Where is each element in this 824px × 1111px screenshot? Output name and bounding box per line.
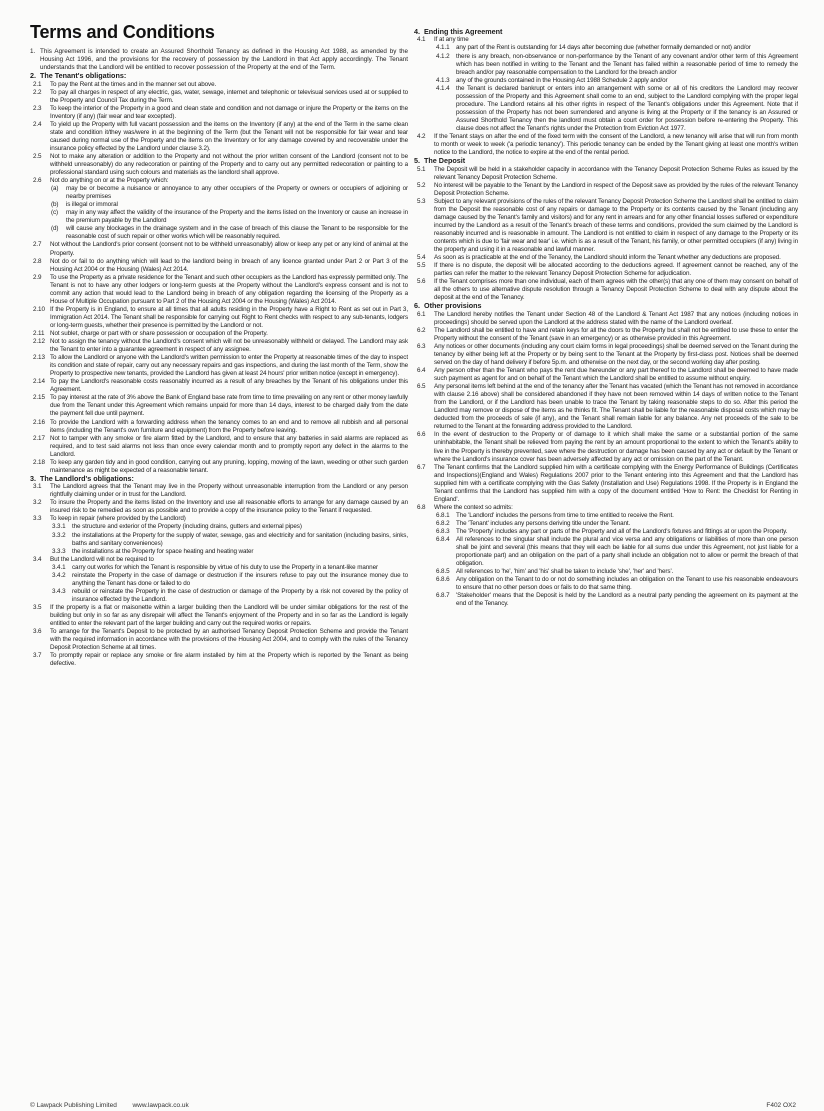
publisher-name: © Lawpack Publishing Limited: [30, 1102, 117, 1109]
sub-clause-text: may be or become a nuisance or annoyance to any other occupiers of the Property or owners or occupiers of adjoining or nearby premises: [66, 185, 408, 201]
sub-clause-number: 4.1.2: [436, 52, 450, 60]
clause-number: 3.3: [33, 515, 42, 523]
clause-text: If there is no dispute, the deposit will be allocated according to the deductions agreed. If agreement cannot be reached, any of the parties can refer the matter to the relevant Tenancy Deposit Protection Scheme for adjudication.: [434, 262, 798, 278]
clause-number: 6.3: [417, 342, 426, 350]
clause-number: 2.13: [33, 354, 45, 362]
sub-clause-text: rebuild or reinstate the Property in the case of destruction or damage of the Property by a risk not covered by the policy of insurance effected by the Landlord.: [72, 587, 408, 603]
clause-text: Any personal items left behind at the end of the tenancy after the Tenant has vacated (which the Tenant has not removed in accordance with clause 2.16 above) shall be considered abandoned if they have not been removed within 14 days of written notice to the Tenant from the Landlord, or if the Landlord has been unable to trace the Tenant by taking reasonable steps to do so. After this period the Landlord may remove or dispose of the items as he thinks fit. The Tenant shall be liable for the reasonable disposal costs which may be deducted from the proceeds of sale (if any), and the Tenant shall remain liable for any balance. Any net proceeds of the sale to be returned to the Tenant at the forwarding address provided to the Landlord.: [434, 383, 798, 431]
clause-item: [30, 394, 408, 418]
sub-clause: [414, 568, 798, 576]
sub-clause: [414, 592, 798, 608]
clause-item: [30, 604, 408, 628]
clause-text: To keep the interior of the Property in a good and clean state and condition and not damage or injure the Property or the items on the Inventory (if any) (fair wear and tear excepted).: [50, 104, 408, 120]
section-title: Ending this Agreement: [424, 27, 503, 36]
section-title: Other provisions: [424, 301, 482, 311]
clause-text: To yield up the Property with full vacant possession and the items on the Inventory (if any) at the end of the Term in the same clean state and condition it/they was/were in at the beginning of the Term (but the Tenant will not be responsible for fair wear and tear caused during normal use of the Property and the items on the Inventory or for any damage covered by and recoverable under the insurance policy effected by the Landlord under clause 3.2).: [50, 120, 408, 152]
clause-number: 2.5: [33, 152, 42, 160]
clause-item: [30, 354, 408, 378]
section-heading: [414, 302, 798, 310]
sub-clause-number: 6.8.5: [436, 568, 450, 576]
clause-item: [30, 459, 408, 475]
clause-text: To promptly repair or replace any smoke or fire alarm installed by him at the Property which is reported by the Tenant as being defective.: [50, 652, 408, 668]
clause-text: Any person other than the Tenant who pays the rent due hereunder or any part thereof to the Landlord shall be deemed to have made such payment as agent for and on behalf of the Tenant which the Landlord shall be entitled to assume without enquiry.: [434, 367, 798, 383]
sub-clause: [30, 564, 408, 572]
clause-text: The Tenant confirms that the Landlord supplied him with a certificate complying with the Energy Performance of Buildings (Certificates and Inspections)(England and Wales) Regulations 2007 prior to the Tenant entering into this Agreement and that the Landlord has supplied him with a certificate complying with the Gas Safety (Installation and Use) Regulations 1998. If the Property is in England the Tenant confirms that the Landlord has supplied him with a copy of the document entitled 'How to Rent: the Checklist for Renting in England'.: [434, 463, 798, 503]
section-number: 2.: [30, 71, 36, 81]
clause-text: The Landlord agrees that the Tenant may live in the Property without unreasonable interruption from the Landlord or any person rightfully claiming under or in trust for the Landlord.: [50, 483, 408, 499]
sub-clause-text: reinstate the Property in the case of damage or destruction if the insurers refuse to pay out the insurance money due to anything the Tenant has done or failed to do: [72, 571, 408, 587]
clause-text: Not do anything on or at the Property which:: [50, 177, 169, 185]
sub-clause-number: 3.3.3: [52, 547, 66, 555]
clause-text: To allow the Landlord or anyone with the Landlord's written permission to enter the Property at reasonable times of the day to inspect its condition and state of repair, carry out any necessary repairs and gas inspections, and during the last month of the Term, show the Property to prospective new tenants, provided the Landlord has given at least 24 hours' prior written notice (except in emergency).: [50, 354, 408, 378]
clause-number: 5.4: [417, 254, 426, 262]
sub-clause: [414, 53, 798, 77]
sub-clause-text: the structure and exterior of the Property (including drains, gutters and external pipes): [72, 523, 302, 531]
clause-item: [30, 153, 408, 177]
clause-number: 5.6: [417, 278, 426, 286]
clause-item: [414, 198, 798, 254]
section-number: 4.: [414, 27, 420, 36]
sub-clause-number: 6.8.6: [436, 576, 450, 584]
clause-text: To keep in repair (where provided by the Landlord): [50, 515, 186, 523]
clause-text: If the property is a flat or maisonette within a larger building then the Landlord will be under similar obligations for the rest of the building but only in so far as any disrepair will affect the Tenant's enjoyment of the Property and in so far as the Landlord is legally entitled to enter the relevant part of the larger building and carry out the required works or repairs.: [50, 603, 408, 628]
clause-item: [30, 556, 408, 564]
clause-text: Not to tamper with any smoke or fire alarm fitted by the Landlord, and to ensure that any batteries in said alarms are replaced as required, and to test said alarms not less than once every calendar month and to promptly report any defect in the alarms to the Landlord.: [50, 434, 408, 458]
section-heading: [30, 475, 408, 483]
section-title: The Deposit: [424, 156, 466, 166]
clause-item: [30, 306, 408, 330]
publisher-website[interactable]: www.lawpack.co.uk: [132, 1102, 189, 1109]
sub-clause-text: will cause any blockages in the drainage system and in the case of breach of this clause the Tenant to be responsible for the reasonable cost of such repair or other works which will be reasonably required.: [66, 225, 408, 241]
clause-text: Not do or fail to do anything which will lead to the landlord being in breach of any licence granted under Part 2 or Part 3 of the Housing Act 2004 or the Housing (Wales) Act 2014.: [50, 257, 408, 273]
sub-clause: [30, 532, 408, 548]
clause-text: If the Tenant stays on after the end of the fixed term with the consent of the Landlord, a new tenancy will arise that will run from month to month or week to week ('a periodic tenancy'). This periodic tenancy can be ended by the Tenant giving at least one month's written notice to the Landlord, the notice to expire at the end of the rental period.: [434, 132, 798, 157]
footer-code: F402 OX2: [766, 1102, 796, 1109]
sub-clause-text: All references to the singular shall include the plural and vice versa and any obligations or liabilities of more than one person shall be joint and several (this means that they will each be liable for all sums due under this Agreement, not just liable for a proportionate part) and an obligation on the part of a party shall include an obligation not to allow or permit the breach of that obligation.: [456, 536, 798, 568]
clause-number: 2.6: [33, 177, 42, 185]
clause-number: 2.1: [33, 80, 42, 88]
clause-number: 5.1: [417, 165, 426, 173]
section-number: 6.: [414, 301, 420, 311]
clause-text: Not without the Landlord's prior consent (consent not to be withheld unreasonably) allow or keep any pet or any kind of animal at the Property.: [50, 241, 408, 257]
clause-text: To pay the Landlord's reasonable costs reasonably incurred as a result of any breaches by the Tenant of his obligations under this Agreement.: [50, 378, 408, 394]
sub-clause-number: (b): [51, 201, 59, 209]
clause-item: [414, 278, 798, 302]
clause-text: Where the context so admits:: [434, 503, 513, 511]
clause-text: To use the Property as a private residence for the Tenant and such other occupiers as the Landlord has expressly permitted only. The Tenant is not to have any other lodgers or long-term guests at the Property without the Landlord's express consent and is not to commit any action that would lead to the Landlord being in breach of any obligation regarding the licensing of the Property as a House of Multiple Occupation pursuant to Part 2 of the Housing Act 2004 or the Housing (Wales) Act 2014.: [50, 273, 408, 305]
sub-clause-number: 3.3.2: [52, 531, 66, 539]
clause-text: To insure the Property and the items listed on the Inventory and use all reasonable efforts to arrange for any damage caused by an insured risk to be remedied as soon as possible and to provide a copy of the insurance policy to the Tenant if requested.: [50, 499, 408, 515]
sub-clause: [414, 44, 798, 52]
clause-item: [414, 383, 798, 431]
clause-item: [30, 499, 408, 515]
clause-item: [414, 327, 798, 343]
sub-clause: [30, 201, 408, 209]
sub-clause-text: there is any breach, non-observance or non-performance by the Tenant of any covenant and/or other term of this Agreement which has been notified in writing to the Tenant and the Tenant has failed within a reasonable period of time to remedy the breach and/or pay reasonable compensation to the Landlord for the breach and/or: [456, 52, 798, 76]
clause-number: 2.8: [33, 257, 42, 265]
section-heading: [414, 28, 798, 36]
clause-item: [30, 105, 408, 121]
clause-1: [30, 48, 408, 72]
sub-clause: [414, 528, 798, 536]
clause-item: [414, 254, 798, 262]
clause-item: [414, 504, 798, 512]
clause-text: The Deposit will be held in a stakeholder capacity in accordance with the Tenancy Deposit Protection Scheme Rules as issued by the relevant Tenancy Deposit Protection Scheme.: [434, 165, 798, 181]
sub-clause: [30, 209, 408, 225]
clause-text: The Landlord hereby notifies the Tenant under Section 48 of the Landlord & Tenant Act 1987 that any notices (including notices in proceedings) should be served upon the Landlord at the address stated with the name of the Landlord overleaf.: [434, 310, 798, 326]
sub-clause-text: carry out works for which the Tenant is responsible by virtue of his duty to use the Property in a tenant-like manner: [72, 563, 378, 571]
clause-text: To arrange for the Tenant's Deposit to be protected by an authorised Tenancy Deposit Protection Scheme and provide the Tenant with the required information in accordance with the provisions of the Housing Act 2004, and to comply with the rules of the Tenancy Deposit Protection Scheme at all times.: [50, 628, 408, 652]
clause-text: Not to assign the tenancy without the Landlord's consent which will not be unreasonably withheld or delayed. The Landlord may ask the Tenant to enter into a guarantee agreement in respect of any assignee.: [50, 338, 408, 354]
sub-clause-text: 'Stakeholder' means that the Deposit is held by the Landlord as a neutral party pending the agreement on its payment at the end of the Tenancy.: [456, 592, 798, 608]
clause-number: 6.4: [417, 367, 426, 375]
clause-number: 6.5: [417, 383, 426, 391]
clause-item: [414, 367, 798, 383]
clause-number: 2.9: [33, 273, 42, 281]
page-title: Terms and Conditions: [30, 22, 215, 42]
clause-number: 2.10: [33, 305, 45, 313]
clause-number: 5.3: [417, 197, 426, 205]
clause-item: [30, 435, 408, 459]
clause-item: [30, 81, 408, 89]
clause-text: This Agreement is intended to create an Assured Shorthold Tenancy as defined in the Housing Act 1988, as amended by the Housing Act 1996, and the provisions for the recovery of possession by the Landlord in that Act apply accordingly. The Tenant understands that the Landlord will be entitled to recover possession of the Property at the end of the Term.: [40, 48, 408, 72]
clause-text: If at any time: [434, 36, 469, 44]
sub-clause-text: any part of the Rent is outstanding for 14 days after becoming due (whether formally demanded or not) and/or: [456, 44, 751, 52]
clause-item: [30, 330, 408, 338]
sub-clause: [30, 523, 408, 531]
sub-clause: [30, 572, 408, 588]
clause-number: 3.4: [33, 555, 42, 563]
clause-number: 6.6: [417, 431, 426, 439]
clause-number: 2.18: [33, 458, 45, 466]
left-sections: [30, 72, 408, 668]
right-column: [414, 0, 798, 1101]
clause-item: [414, 311, 798, 327]
footer-publisher: [30, 1101, 189, 1111]
clause-item: [30, 121, 408, 153]
section-number: 3.: [30, 473, 36, 483]
clause-item: [30, 483, 408, 499]
clause-item: [30, 378, 408, 394]
clause-text: To provide the Landlord with a forwarding address when the tenancy comes to an end and to remove all rubbish and all personal items (including the Tenant's own furniture and equipment) from the Property before leaving.: [50, 418, 408, 434]
clause-item: [30, 652, 408, 668]
clause-text: As soon as is practicable at the end of the Tenancy, the Landlord should inform the Tenant whether any deductions are proposed.: [434, 254, 781, 262]
clause-item: [30, 274, 408, 306]
clause-item: [414, 133, 798, 157]
clause-text: The Landlord shall be entitled to have and retain keys for all the doors to the Property but shall not be entitled to use these to enter the Property without the consent of the Tenant (save in an emergency) or as otherwise provided in this Agreement.: [434, 326, 798, 342]
clause-number: 2.14: [33, 378, 45, 386]
sub-clause-text: All references to 'he', 'him' and 'his' shall be taken to include 'she', 'her' and 'hers'.: [456, 568, 674, 576]
clause-number: 5.5: [417, 262, 426, 270]
section-number: 5.: [414, 156, 420, 166]
clause-number: 6.1: [417, 310, 426, 318]
clause-number: 2.7: [33, 241, 42, 249]
clause-item: [30, 338, 408, 354]
sub-clause: [30, 548, 408, 556]
clause-item: [30, 628, 408, 652]
sub-clause-number: 3.4.3: [52, 587, 66, 595]
left-column: [30, 0, 408, 1101]
sub-clause-number: 4.1.4: [436, 84, 450, 92]
clause-number: 3.6: [33, 628, 42, 636]
clause-item: [414, 343, 798, 367]
sub-clause-text: any of the grounds contained in the Housing Act 1988 Schedule 2 apply and/or: [456, 76, 668, 84]
clause-number: 6.8: [417, 503, 426, 511]
clause-text: Not to make any alteration or addition to the Property and not without the prior written consent of the Landlord (consent not to be withheld unreasonably) do any redecoration or painting of the Property and to carry out any permitted redecoration or painting to a professional standard using such colours and materials as the landlord shall approve.: [50, 152, 408, 177]
sub-clause-number: 4.1.3: [436, 76, 450, 84]
sub-clause-number: 6.8.2: [436, 519, 450, 527]
clause-number: 3.1: [33, 483, 42, 491]
clause-number: 2.4: [33, 120, 42, 128]
clause-item: [30, 258, 408, 274]
sub-clause-number: (c): [51, 209, 59, 217]
sub-clause-text: the Tenant is declared bankrupt or enters into an arrangement with some or all of his creditors the Landlord may recover possession of the Property and this Agreement shall come to an end, subject to the Landlord complying with the proper legal procedure. The Landlord retains all his other rights in respect of the Tenant's obligations under this Agreement. Note that if possession of the Property has not been surrendered and anyone is living at the Property or if the tenancy is an Assured or Assured Shorthold Tenancy then the landlord must obtain a court order for possession before re-entering the Property. This clause does not affect the Tenant's rights under the Protection from Eviction Act 1977.: [456, 84, 798, 132]
clause-item: [30, 89, 408, 105]
sub-clause: [30, 185, 408, 201]
sub-clause: [414, 77, 798, 85]
sub-clause-text: Any obligation on the Tenant to do or not do something includes an obligation on the Tenant to use his reasonable endeavours to ensure that no other person does or fails to do that same thing.: [456, 576, 798, 592]
sub-clause-number: 3.3.1: [52, 523, 66, 531]
clause-item: [414, 182, 798, 198]
clause-number: 3.7: [33, 652, 42, 660]
clause-number: 3.2: [33, 499, 42, 507]
sub-clause: [414, 576, 798, 592]
clause-number: 2.11: [33, 330, 45, 337]
sub-clause-text: The 'Tenant' includes any persons deriving title under the Tenant.: [456, 519, 631, 527]
clause-text: No interest will be payable to the Tenant by the Landlord in respect of the Deposit save as provided by the rules of the relevant Tenancy Deposit Protection Scheme.: [434, 181, 798, 197]
sub-clause-text: the installations at the Property for the supply of water, sewage, gas and electricity and for sanitation (including basins, sinks, baths and sanitary conveniences): [72, 531, 408, 547]
clause-item: [30, 419, 408, 435]
sub-clause-number: 6.8.7: [436, 592, 450, 600]
sub-clause-number: 6.8.4: [436, 536, 450, 544]
clause-number: 2.12: [33, 338, 45, 346]
clause-item: [30, 515, 408, 523]
sub-clause-text: The 'Landlord' includes the persons from time to time entitled to receive the Rent.: [456, 511, 674, 519]
sub-clause: [414, 85, 798, 133]
clause-text: To keep any garden tidy and in good condition, carrying out any pruning, lopping, mowing of the lawn, weeding or other such garden maintenance as might be expected of a reasonable tenant.: [50, 458, 408, 474]
section-title: The Tenant's obligations:: [40, 71, 127, 81]
sub-clause: [414, 536, 798, 568]
right-sections: [414, 28, 798, 608]
clause-number: 1.: [30, 48, 36, 55]
sub-clause: [414, 512, 798, 520]
clause-item: [414, 36, 798, 44]
sub-clause-text: the installations at the Property for space heating and heating water: [72, 547, 254, 555]
sub-clause-number: 3.4.1: [52, 563, 66, 571]
sub-clause-number: (a): [51, 185, 59, 193]
clause-text: If the Tenant comprises more than one individual, each of them agrees with the other(s) that any one of them may consent on behalf of all the others to use alternative dispute resolution through a Tenancy Deposit Protection Scheme to deal with any dispute about the deposit at the end of the Tenancy.: [434, 278, 798, 302]
clause-number: 6.2: [417, 326, 426, 334]
clause-text: Any notices or other documents (including any court claim forms in legal proceedings) shall be deemed served on the Tenant during the tenancy by either being left at the Property or by being sent to the Tenant at the Property by first-class post. Notices shall be deemed served on the day of hand delivery if before 5p.m. and otherwise on the next day, or the second working day after posting.: [434, 342, 798, 366]
clause-text: To pay interest at the rate of 3% above the Bank of England base rate from time to time prevailing on any rent or other money lawfully due from the Tenant under this Agreement which remains unpaid for more than 14 days, interest to be charged daily from the date the payment fell due until payment.: [50, 394, 408, 418]
clause-number: 3.5: [33, 603, 42, 611]
clause-item: [414, 166, 798, 182]
sub-clause-number: 6.8.3: [436, 527, 450, 535]
section-heading: [414, 157, 798, 165]
clause-number: 2.16: [33, 418, 45, 426]
sub-clause-number: (d): [51, 225, 59, 233]
clause-number: 2.17: [33, 434, 45, 442]
clause-text: Subject to any relevant provisions of the rules of the relevant Tenancy Deposit Protection Scheme the Landlord shall be entitled to claim from the Deposit the reasonable cost of any repairs or damage to the Property or its contents caused by the Tenant (including any damage caused by the Tenant's family and visitors) and for any rent in arrears and for any other financial losses suffered or expenditure incurred by the Landlord as a result of the Tenant's breach of these terms and conditions, provided the sum claimed by the Landlord is reasonably incurred and is reasonable in amount. The Landlord is not entitled to claim in respect of any damage to the Property or its contents which is due to 'fair wear and tear' i.e. which is as a result of the Tenant, his family, or other permitted occupiers (if any) living in the property and using it in a reasonable and lawful manner.: [434, 197, 798, 253]
clause-text: To pay the Rent at the times and in the manner set out above.: [50, 80, 217, 88]
clause-number: 2.2: [33, 88, 42, 96]
sub-clause-number: 3.4.2: [52, 571, 66, 579]
section-title: The Landlord's obligations:: [40, 473, 134, 483]
sub-clause-text: may in any way affect the validity of the insurance of the Property and the items listed on the Inventory or cause an increase in the premium payable by the Landlord: [66, 209, 408, 225]
clause-item: [30, 241, 408, 257]
clause-number: 2.3: [33, 104, 42, 112]
clause-text: To pay all charges in respect of any electric, gas, water, sewage, internet and telephonic or televisual services used at or supplied to the Property and Council Tax during the Term.: [50, 88, 408, 104]
sub-clause-number: 4.1.1: [436, 44, 450, 52]
clause-item: [414, 431, 798, 463]
clause-text: But the Landlord will not be required to: [50, 555, 154, 563]
clause-item: [414, 262, 798, 278]
sub-clause-text: is illegal or immoral: [66, 201, 118, 209]
clause-item: [30, 177, 408, 185]
sub-clause: [414, 520, 798, 528]
clause-item: [414, 464, 798, 504]
clause-text: If the Property is in England, to ensure at all times that all adults residing in the Property have a Right to Rent as set out in Part 3, Immigration Act 2014. The Tenant shall be responsible for carrying out Right to Rent checks with respect to any sub-tenants, lodgers or long-term guests, whether their presence is permitted by the Landlord or not.: [50, 305, 408, 329]
section-heading: [30, 72, 408, 80]
clause-number: 2.15: [33, 394, 45, 402]
clause-number: 4.1: [417, 36, 426, 44]
sub-clause-number: 6.8.1: [436, 511, 450, 519]
clause-text: In the event of destruction to the Property or of damage to it which shall make the same or a substantial portion of the same uninhabitable, the Tenant shall be relieved from paying the rent by an amount proportional to the extent to which the Tenant's ability to live in the Property is thereby prevented, save where the destruction or damage has been caused by any act or default by the Tenant or where the Landlord's insurance cover has been adversely affected by any act or omission on the part of the Tenant.: [434, 431, 798, 463]
clause-text: Not sublet, charge or part with or share possession or occupation of the Property.: [50, 330, 268, 337]
clause-number: 4.2: [417, 132, 426, 140]
sub-clause: [30, 588, 408, 604]
clause-number: 6.7: [417, 463, 426, 471]
sub-clause: [30, 225, 408, 241]
sub-clause-text: The 'Property' includes any part or parts of the Property and all of the Landlord's fixtures and fittings at or upon the Property.: [456, 527, 788, 535]
clause-number: 5.2: [417, 181, 426, 189]
